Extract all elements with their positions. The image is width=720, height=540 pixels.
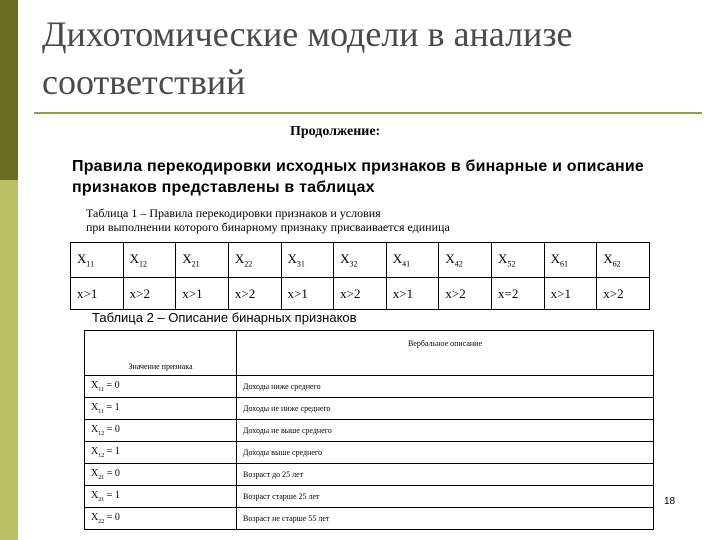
continuation-label: Продолжение:	[290, 124, 381, 139]
binary-attributes-table	[84, 330, 654, 530]
table1-condition-cell: x>2	[597, 278, 650, 310]
recoding-rules-table	[70, 242, 650, 310]
table1-condition-cell: x>2	[439, 278, 492, 310]
attribute-description-cell: Доходы выше среднего	[237, 442, 654, 464]
attribute-value-cell: $X_{11} = 1$	[85, 398, 237, 420]
attribute-value-cell: $X_{21} = 1$	[85, 486, 237, 508]
table1-header-cell: $X_{12}$	[123, 243, 176, 278]
slide-title: Дихотомические модели в анализе соответствий	[42, 14, 573, 102]
table2-caption: Таблица 2 – Описание бинарных признаков	[92, 310, 357, 325]
table1-condition-cell: x>2	[334, 278, 387, 310]
intro-text: Правила перекодировки исходных признаков в бинарные и описание признаков представлены в таблицах	[72, 158, 645, 196]
table1-caption-line2: при выполнении которого бинарному признаку присваивается единица	[86, 220, 450, 234]
table-row	[85, 486, 654, 508]
table2-header-description: Вербальное описание	[237, 331, 654, 376]
table1-condition-cell: x=2	[492, 278, 545, 310]
table1-condition-cell: x>2	[228, 278, 281, 310]
table1-header-cell: $X_{61}$	[544, 243, 597, 278]
attribute-description-cell: Возраст не старше 55 лет	[237, 508, 654, 530]
table1-header-cell: $X_{52}$	[492, 243, 545, 278]
table1-header-cell: $X_{22}$	[228, 243, 281, 278]
table1-condition-cell: x>2	[123, 278, 176, 310]
table1-condition-cell: x>1	[544, 278, 597, 310]
title-divider	[34, 112, 702, 114]
table-row	[85, 420, 654, 442]
table-row	[85, 508, 654, 530]
attribute-value-cell: $X_{12} = 1$	[85, 442, 237, 464]
table1-header-cell: $X_{41}$	[386, 243, 439, 278]
table1-caption	[86, 206, 556, 234]
table-row	[85, 398, 654, 420]
table1-header-row	[71, 243, 650, 278]
table2-header-value: Значение признака	[85, 331, 237, 376]
page-number: 18	[664, 496, 676, 507]
attribute-description-cell: Доходы не ниже среднего	[237, 398, 654, 420]
table1-header-cell: $X_{32}$	[334, 243, 387, 278]
table-row	[85, 376, 654, 398]
table1-condition-cell: x>1	[281, 278, 334, 310]
table1-header-cell: $X_{31}$	[281, 243, 334, 278]
table1-header-cell: $X_{42}$	[439, 243, 492, 278]
table1-caption-line1: Таблица 1 – Правила перекодировки признаков и условия	[86, 206, 381, 220]
table1-condition-row	[71, 278, 650, 310]
attribute-description-cell: Возраст старше 25 лет	[237, 486, 654, 508]
attribute-value-cell: $X_{22} = 0$	[85, 508, 237, 530]
table-row	[85, 442, 654, 464]
table1-header-cell: $X_{62}$	[597, 243, 650, 278]
sidebar-band-light	[0, 180, 18, 540]
table1-header-cell: $X_{11}$	[71, 243, 124, 278]
table1-header-cell: $X_{21}$	[176, 243, 229, 278]
attribute-value-cell: $X_{11} = 0$	[85, 376, 237, 398]
table1-condition-cell: x>1	[386, 278, 439, 310]
attribute-description-cell: Доходы ниже среднего	[237, 376, 654, 398]
table-row	[85, 464, 654, 486]
sidebar-band-dark	[0, 0, 18, 180]
attribute-description-cell: Возраст до 25 лет	[237, 464, 654, 486]
table2-header-row	[85, 331, 654, 376]
attribute-description-cell: Доходы не выше среднего	[237, 420, 654, 442]
attribute-value-cell: $X_{21} = 0$	[85, 464, 237, 486]
table1-condition-cell: x>1	[71, 278, 124, 310]
table1-condition-cell: x>1	[176, 278, 229, 310]
attribute-value-cell: $X_{12} = 0$	[85, 420, 237, 442]
